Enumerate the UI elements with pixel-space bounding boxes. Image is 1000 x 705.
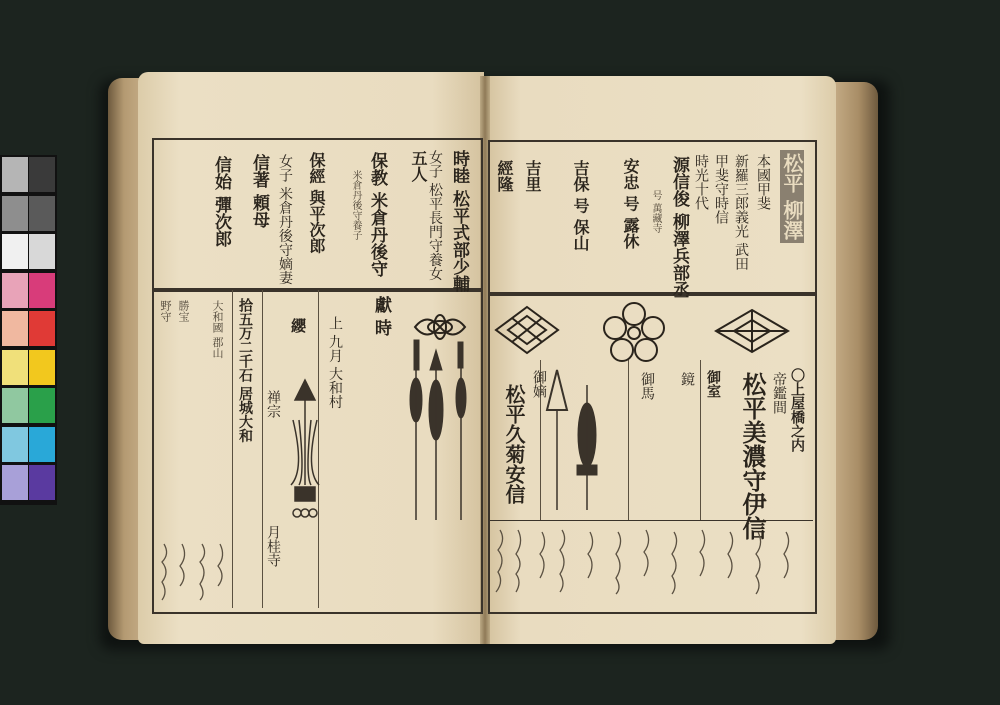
right-bottom-col-5: 鏡 bbox=[679, 372, 695, 386]
color-swatch bbox=[2, 388, 28, 423]
left-bottom-col-8: 勝宝 bbox=[177, 300, 190, 322]
left-bottom-col-7: 大和國 郡山 bbox=[211, 300, 224, 359]
column-divider bbox=[628, 360, 629, 520]
book-edge-right bbox=[830, 82, 878, 640]
right-top-col-2: 本國甲斐 bbox=[755, 154, 771, 210]
left-bottom-col-5: 月桂寺 bbox=[265, 525, 281, 567]
color-checker-card bbox=[0, 155, 57, 505]
left-top-col-6: 保經 與平次郎 bbox=[307, 152, 326, 254]
spear-illustration bbox=[400, 330, 480, 530]
right-top-col-3: 新羅三郎義光 武田 bbox=[733, 154, 749, 271]
left-top-col-3: 五人 bbox=[409, 150, 428, 182]
right-top-col-10: 吉里 bbox=[523, 160, 542, 192]
color-swatch bbox=[29, 157, 55, 192]
right-bottom-col-1: 〇上屋橋之内 bbox=[789, 368, 805, 452]
crest-flower bbox=[600, 300, 668, 366]
left-bottom-col-6: 拾五万二千石 居城大和 bbox=[237, 298, 253, 443]
right-bottom-col-6: 御馬 bbox=[639, 372, 655, 400]
right-top-col-9: 吉保 号 保山 bbox=[571, 160, 590, 252]
color-swatch bbox=[2, 311, 28, 346]
left-top-col-8: 女子 米倉丹後守嫡妻 bbox=[277, 154, 293, 285]
left-top-col-5: 米倉丹後守養子 bbox=[350, 170, 361, 240]
right-top-col-1: 松平 柳澤 bbox=[780, 150, 804, 243]
right-top-col-4: 甲斐守時信 bbox=[713, 154, 729, 224]
color-swatch bbox=[29, 273, 55, 308]
color-swatch bbox=[2, 196, 28, 231]
right-bottom-col-8: 御嫡 bbox=[531, 370, 547, 398]
left-bottom-col-2: 上 九月 大和村 bbox=[327, 316, 343, 409]
crest-left bbox=[405, 302, 475, 352]
color-swatch bbox=[29, 311, 55, 346]
color-swatch bbox=[29, 350, 55, 385]
left-top-col-4: 保教 米倉丹後守 bbox=[367, 152, 387, 277]
color-swatch bbox=[2, 465, 28, 500]
column-divider bbox=[262, 290, 263, 608]
color-swatch bbox=[29, 196, 55, 231]
handwritten-notes-left bbox=[156, 540, 232, 606]
left-top-col-1: 時睦 松平式部少輔 bbox=[449, 150, 469, 292]
left-bottom-col-3: 纓 bbox=[289, 318, 307, 333]
color-swatch bbox=[2, 350, 28, 385]
left-bottom-col-1: 獻 時 bbox=[371, 296, 391, 336]
left-bottom-col-9: 野守 bbox=[159, 300, 172, 322]
right-bottom-col-4: 御室 bbox=[705, 370, 721, 398]
crest-diamond-left bbox=[492, 304, 562, 356]
color-swatch bbox=[2, 273, 28, 308]
color-swatch bbox=[2, 427, 28, 462]
right-top-col-5: 時光十代 bbox=[693, 154, 709, 210]
color-swatch bbox=[29, 234, 55, 269]
right-bottom-col-7: 松平久菊安信 bbox=[502, 384, 526, 504]
right-top-col-6: 源信俊 柳澤兵部丞 bbox=[669, 156, 689, 298]
left-top-col-2: 女子 松平長門守養女 bbox=[427, 150, 443, 281]
crest-diamond-right bbox=[712, 306, 792, 356]
right-bottom-col-2: 松平美濃守伊信 bbox=[738, 372, 767, 540]
standard-illustration bbox=[545, 365, 615, 515]
column-divider bbox=[700, 360, 701, 520]
right-bottom-col-3: 帝鑑間 bbox=[771, 372, 787, 414]
tassel-illustration bbox=[285, 375, 325, 525]
column-divider bbox=[232, 290, 233, 608]
color-swatch bbox=[2, 234, 28, 269]
right-top-col-11: 經隆 bbox=[495, 160, 514, 192]
left-top-col-7: 信著 頼母 bbox=[249, 154, 269, 228]
color-swatch bbox=[29, 427, 55, 462]
color-swatch bbox=[29, 388, 55, 423]
color-swatch bbox=[29, 465, 55, 500]
left-bottom-col-4: 禅宗 bbox=[265, 390, 281, 418]
right-top-col-7: 号 萬藏寺 bbox=[650, 190, 661, 234]
right-top-col-8: 安忠 号 露休 bbox=[621, 158, 640, 250]
handwritten-notes bbox=[490, 524, 810, 608]
left-top-col-9: 信始 彈次郎 bbox=[211, 156, 231, 247]
color-swatch bbox=[2, 157, 28, 192]
